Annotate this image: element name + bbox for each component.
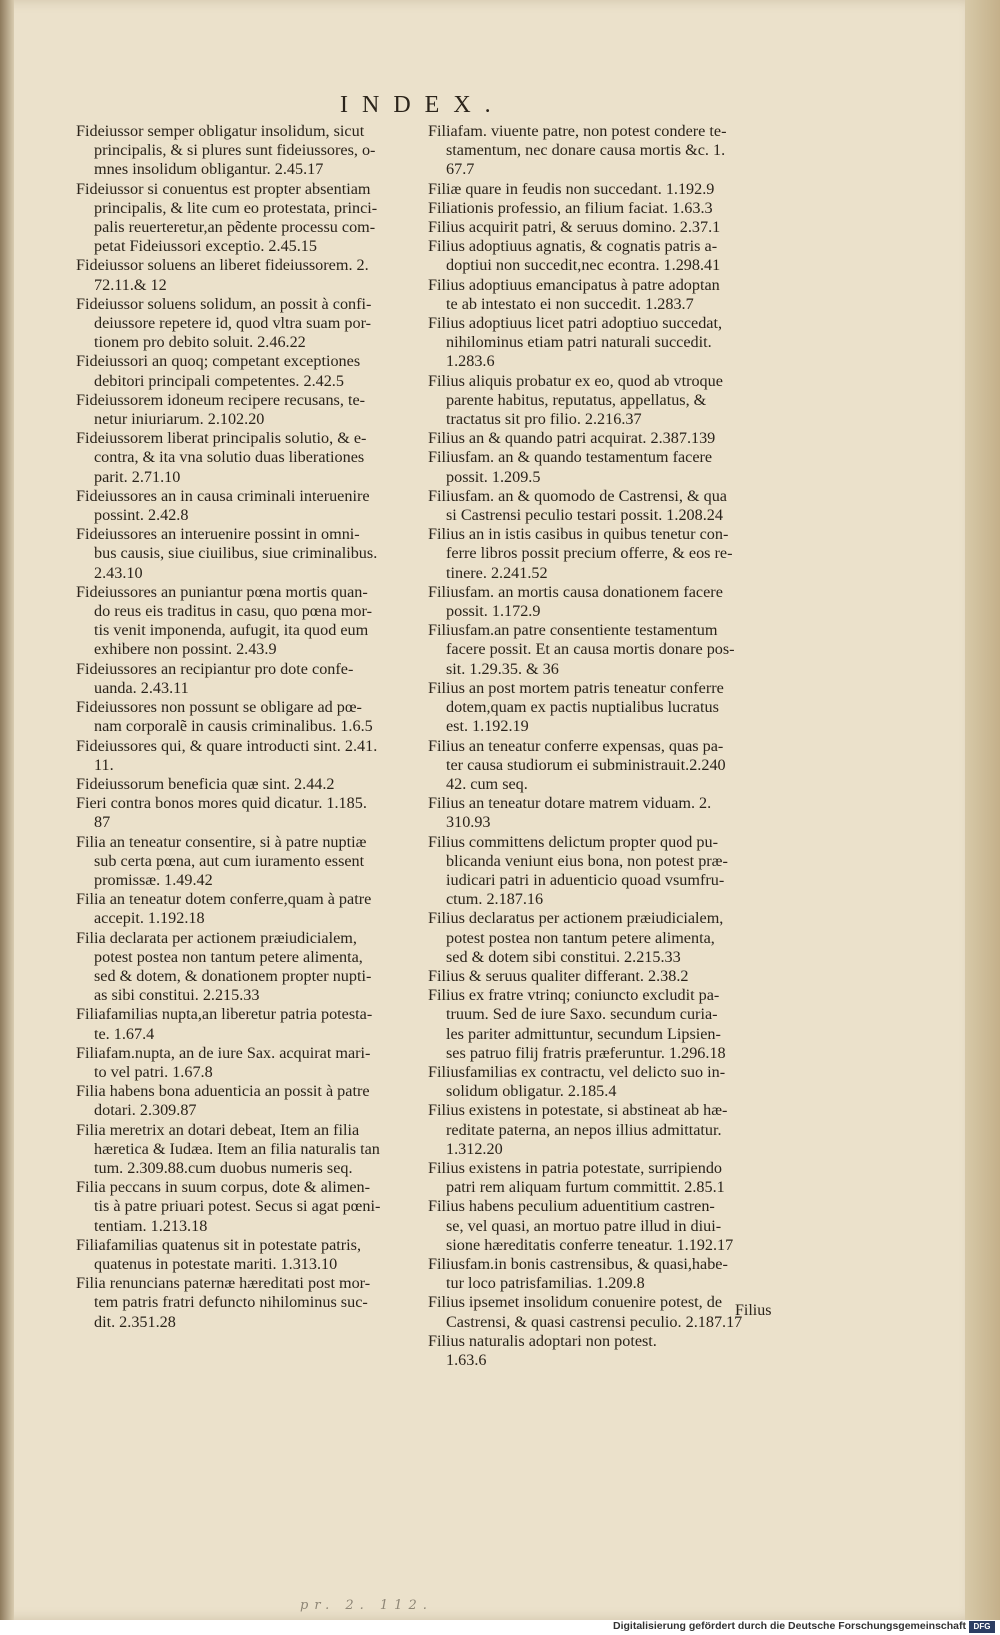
index-entry: Fideiussores non possunt se obligare ad pœ- nam corporalẽ in causis criminalibus. 1.6.5 <box>76 698 373 736</box>
index-entry: Fideiussorem liberat principalis solutio, & e- contra, & ita vna solutio duas liberationes parit. 2.71.10 <box>76 429 367 486</box>
index-entry: Filia meretrix an dotari debeat, Item an filia hæretica & Iudæa. Item an filia naturalis tan tum. 2.309.88.cum duobus numeris seq. <box>76 1120 380 1177</box>
index-entry: Fideiussor soluens solidum, an possit à confi- deiussore repetere id, quod vltra suam por- tionem pro debito soluit. 2.46.22 <box>76 294 372 352</box>
index-entry: Filius an in istis casibus in quibus tenetur con- ferre libros possit precium offerre, & eos re- tinere. 2.241.52 <box>428 525 733 582</box>
index-entry: Fideiussorum beneficia quæ sint. 2.44.2 <box>76 774 335 793</box>
index-entry: Filius an teneatur dotare matrem viduam. 2. 310.93 <box>428 794 712 832</box>
index-entry: Filius an teneatur conferre expensas, quas pa- ter causa studiorum ei subministrauit.2.240 42. cum seq. <box>428 736 726 793</box>
page-gutter-edge <box>0 0 14 1620</box>
index-entry: Filiusfam. an & quomodo de Castrensi, & qua si Castrensi peculio testari possit. 1.208.24 <box>428 486 727 525</box>
index-entry: Filius existens in patria potestate, surripiendo patri rem aliquam furtum committit. 2.85.1 <box>428 1158 725 1197</box>
pencil-annotation: pr. 2. 112. <box>300 1598 433 1613</box>
index-entry: Filiafamilias nupta,an liberetur patria potesta- te. 1.67.4 <box>76 1005 373 1043</box>
index-entry: Fieri contra bonos mores quid dicatur. 1.185. 87 <box>76 794 367 832</box>
footer-credit: Digitalisierung gefördert durch die Deutsche Forschungsgemeinschaft <box>613 1620 966 1632</box>
index-entry: Filius adoptiuus agnatis, & cognatis patris a- doptiui non succedit,nec econtra. 1.298.41 <box>428 237 721 275</box>
index-entry: Filiusfam.an patre consentiente testamentum facere possit. Et an causa mortis donare pos- sit. 1.29.35. & 36 <box>428 621 735 678</box>
index-entry: Filius & seruus qualiter differant. 2.38.2 <box>428 966 689 985</box>
page-fore-edge <box>965 0 1000 1620</box>
index-entry: Filius ex fratre vtrinq; coniuncto excludit pa- truum. Sed de iure Saxo. secundum curia- les pariter admittuntur, secundum Lipsien- ses patruo filij fratris præferuntur. 1.296.18 <box>428 986 726 1062</box>
index-entry: Fideiussorem idoneum recipere recusans, te- netur iniuriarum. 2.102.20 <box>76 390 366 429</box>
dfg-logo-icon: DFG <box>969 1621 995 1633</box>
index-entry: Filiationis professio, an filium faciat. 1.63.3 <box>428 198 713 217</box>
index-entry: Filia an teneatur consentire, si à patre nuptiæ sub certa pœna, aut cum iuramento essent promissæ. 1.49.42 <box>76 832 367 889</box>
index-entry: Filiæ quare in feudis non succedant. 1.192.9 <box>428 179 715 198</box>
index-entry: Filius committens delictum propter quod pu- blicanda veniunt eius bona, non potest præ- iudicari patri in aduenticio quoad vsumfru- ctum. 2.187.16 <box>428 832 728 909</box>
index-entry: Filius habens peculium aduentitium castren- se, vel quasi, an mortuo patre illud in diui- sione hæreditatis conferre teneatur. 1.192.17 <box>428 1197 734 1254</box>
index-entry: Fideiussores an interuenire possint in omni- bus causis, siue ciuilibus, siue criminalibus. 2.43.10 <box>76 525 378 582</box>
index-entry: Filiusfam.in bonis castrensibus, & quasi,habe- tur loco patrisfamilias. 1.209.8 <box>428 1254 728 1293</box>
page-header: INDEX. <box>340 92 505 118</box>
index-entry: Fideiussores an recipiantur pro dote confe- uanda. 2.43.11 <box>76 659 354 697</box>
index-entry: Filius aliquis probatur ex eo, quod ab vtroque parente habitus, reputatus, appellatus, & tractatus sit pro filio. 2.216.37 <box>428 371 723 429</box>
index-entry: Filius adoptiuus licet patri adoptiuo succedat, nihilominus etiam patri naturali succedit. 1.283.6 <box>428 314 723 371</box>
index-entry: Filia an teneatur dotem conferre,quam à patre accepit. 1.192.18 <box>76 890 372 928</box>
index-entry: Fideiussori an quoq; competant exceptiones debitori principali competentes. 2.42.5 <box>76 352 361 390</box>
index-entry: Fideiussor soluens an liberet fideiussorem. 2. 72.11.& 12 <box>76 256 369 294</box>
index-entry: Filia declarata per actionem præiudicialem, potest postea non tantum petere alimenta, sed & dotem, & donationem propter nupti- as sibi constitui. 2.215.33 <box>76 928 372 1005</box>
index-entry: Filiusfam. an mortis causa donationem facere possit. 1.172.9 <box>428 582 723 621</box>
index-entry: Filius existens in potestate, si abstineat ab hæ- reditate paterna, an nepos illius admittatur. 1.312.20 <box>428 1101 728 1158</box>
index-entry: Fideiussores qui, & quare introducti sint. 2.41. 11. <box>76 736 378 774</box>
index-entry: Filius ipsemet insolidum conuenire potest, de Castrensi, & quasi castrensi peculio. 2.187.17 <box>428 1293 743 1331</box>
index-entry: Filius adoptiuus emancipatus à patre adoptan te ab intestato ei non succedit. 1.283.7 <box>428 275 720 313</box>
index-entry: Filius an post mortem patris teneatur conferre dotem,quam ex pactis nuptialibus lucratus est. 1.192.19 <box>428 678 724 736</box>
index-entry: Filius acquirit patri, & seruus domino. 2.37.1 <box>428 218 721 237</box>
catchword: Filius <box>735 1302 772 1319</box>
index-entry: Filiafam. viuente patre, non potest condere te- stamentum, nec donare causa mortis &c. 1. 67.7 <box>428 122 727 179</box>
index-entry: Filiusfamilias ex contractu, vel delicto suo in- solidum obligatur. 2.185.4 <box>428 1062 726 1101</box>
index-entry: Fideiussor semper obligatur insolidum, sicut principalis, & si plures sunt fideiussores, o- mnes insolidum obligantur. 2.45.17 <box>76 122 376 179</box>
index-entry: Filia renuncians paternæ hæreditati post mor- tem patris fratri defuncto nihilominus suc- dit. 2.351.28 <box>76 1274 371 1331</box>
index-entry: Fideiussor si conuentus est propter absentiam principalis, & lite cum eo protestata, princi- palis reuerteretur,an pẽdente processu com- petat Fideiussori exceptio. 2.45.15 <box>76 179 378 256</box>
index-entry: Filius an & quando patri acquirat. 2.387.139 <box>428 429 716 448</box>
index-entry: Filiafam.nupta, an de iure Sax. acquirat mari- to vel patri. 1.67.8 <box>76 1043 371 1081</box>
index-entry: Filius declaratus per actionem præiudicialem, potest postea non tantum petere alimenta, sed & dotem sibi constitui. 2.215.33 <box>428 909 724 966</box>
index-entry: Filius naturalis adoptari non potest. 1.63.6 <box>428 1331 657 1369</box>
index-column-left <box>76 122 486 1332</box>
index-entry: Filiusfam. an & quando testamentum facere possit. 1.209.5 <box>428 448 713 486</box>
index-entry: Filia peccans in suum corpus, dote & alimen- tis à patre priuari potest. Secus si agat pœni- tentiam. 1.213.18 <box>76 1178 381 1235</box>
index-entry: Filiafamilias quatenus sit in potestate patris, quatenus in potestate mariti. 1.313.10 <box>76 1235 362 1273</box>
index-entry: Filia habens bona aduenticia an possit à patre dotari. 2.309.87 <box>76 1082 370 1120</box>
index-entry: Fideiussores an puniantur pœna mortis quan- do reus eis traditus in casu, quo pœna mor- tis venit imponenda, aufugit, ita quod eum exhibere non possint. 2.43.9 <box>76 582 372 659</box>
index-entry: Fideiussores an in causa criminali interuenire possint. 2.42.8 <box>76 486 370 525</box>
index-column-right <box>428 122 798 1370</box>
footer-bar <box>0 1620 1000 1635</box>
